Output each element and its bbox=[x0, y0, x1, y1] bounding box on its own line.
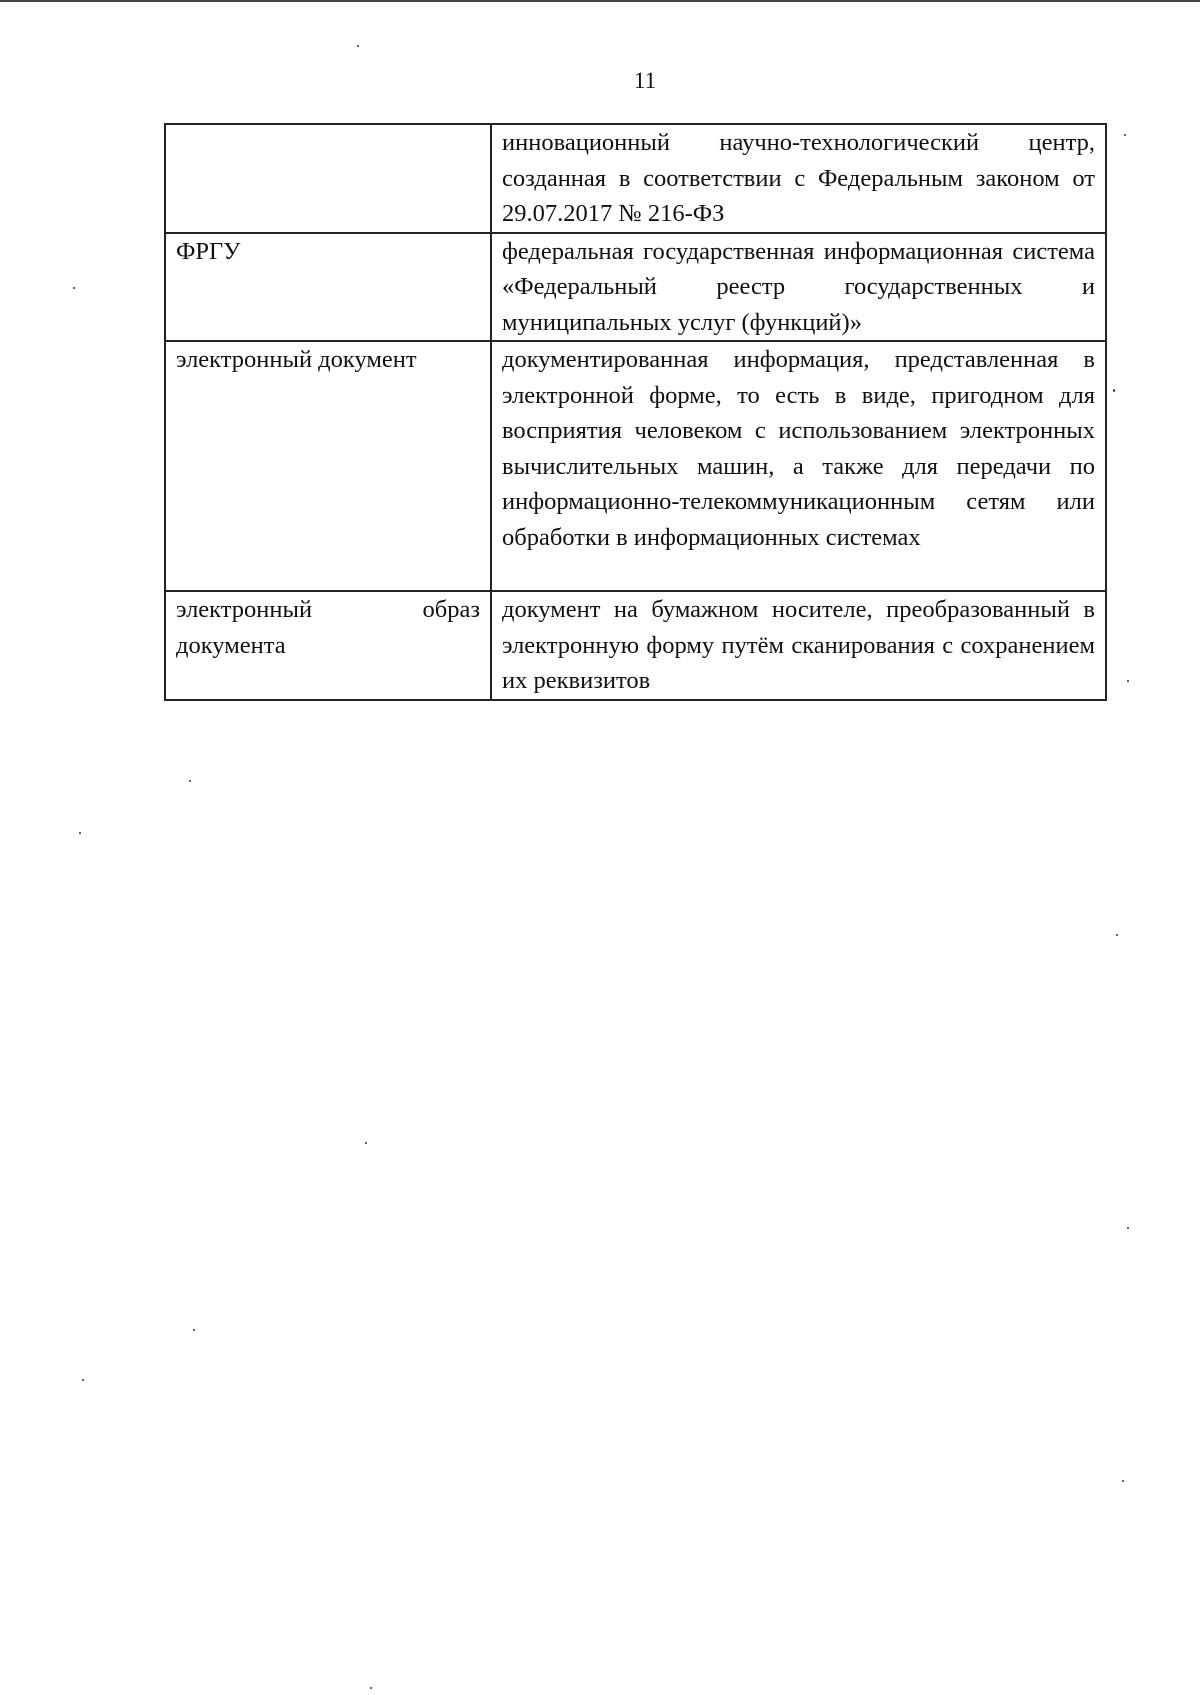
term-cell bbox=[165, 233, 491, 342]
scan-speck bbox=[1116, 934, 1118, 936]
scan-speck bbox=[82, 1379, 84, 1381]
table-row bbox=[165, 341, 1106, 591]
definition-cell bbox=[491, 591, 1106, 700]
scan-speck bbox=[1113, 389, 1115, 392]
scan-speck bbox=[189, 780, 191, 782]
term-text: электронный документ bbox=[176, 346, 417, 373]
scan-speck bbox=[79, 832, 81, 834]
definition-cell bbox=[491, 233, 1106, 342]
scan-speck bbox=[193, 1329, 195, 1331]
scan-speck bbox=[1122, 1480, 1124, 1482]
table-row bbox=[165, 124, 1106, 233]
term-cell bbox=[165, 591, 491, 700]
scan-speck bbox=[357, 45, 359, 47]
scan-speck bbox=[1124, 134, 1126, 136]
scan-speck bbox=[73, 287, 75, 289]
term-cell bbox=[165, 341, 491, 591]
term-text: ФРГУ bbox=[176, 237, 241, 265]
scan-speck bbox=[1127, 680, 1129, 682]
definitions-table bbox=[164, 123, 1107, 701]
page-number: 11 bbox=[633, 68, 657, 93]
term-cell bbox=[165, 124, 491, 233]
term-text: электронный образ документа bbox=[176, 596, 480, 659]
table-row bbox=[165, 233, 1106, 342]
scan-speck bbox=[370, 1687, 372, 1689]
scan-speck bbox=[1127, 1227, 1129, 1229]
scan-speck bbox=[365, 1142, 367, 1144]
table-row bbox=[165, 591, 1106, 700]
definition-text: документированная информация, представленная в электронной форме, то есть в виде, пригодном для восприятия человеком с использованием электронных вычислительных машин, а также для передачи по информационно-телекоммуникационным сетям или обработки в информационных системах bbox=[502, 346, 1095, 551]
definition-text: инновационный научно-технологический центр, созданная в соответствии с Федеральным законом от 29.07.2017 № 216-ФЗ bbox=[502, 129, 1095, 227]
definition-text: документ на бумажном носителе, преобразованный в электронную форму путём сканирования с сохранением их реквизитов bbox=[502, 596, 1095, 694]
scan-top-edge bbox=[0, 0, 1200, 2]
definition-cell bbox=[491, 124, 1106, 233]
definition-cell bbox=[491, 341, 1106, 591]
definition-text: федеральная государственная информационная система «Федеральный реестр государственных и муниципальных услуг (функций)» bbox=[502, 237, 1095, 336]
